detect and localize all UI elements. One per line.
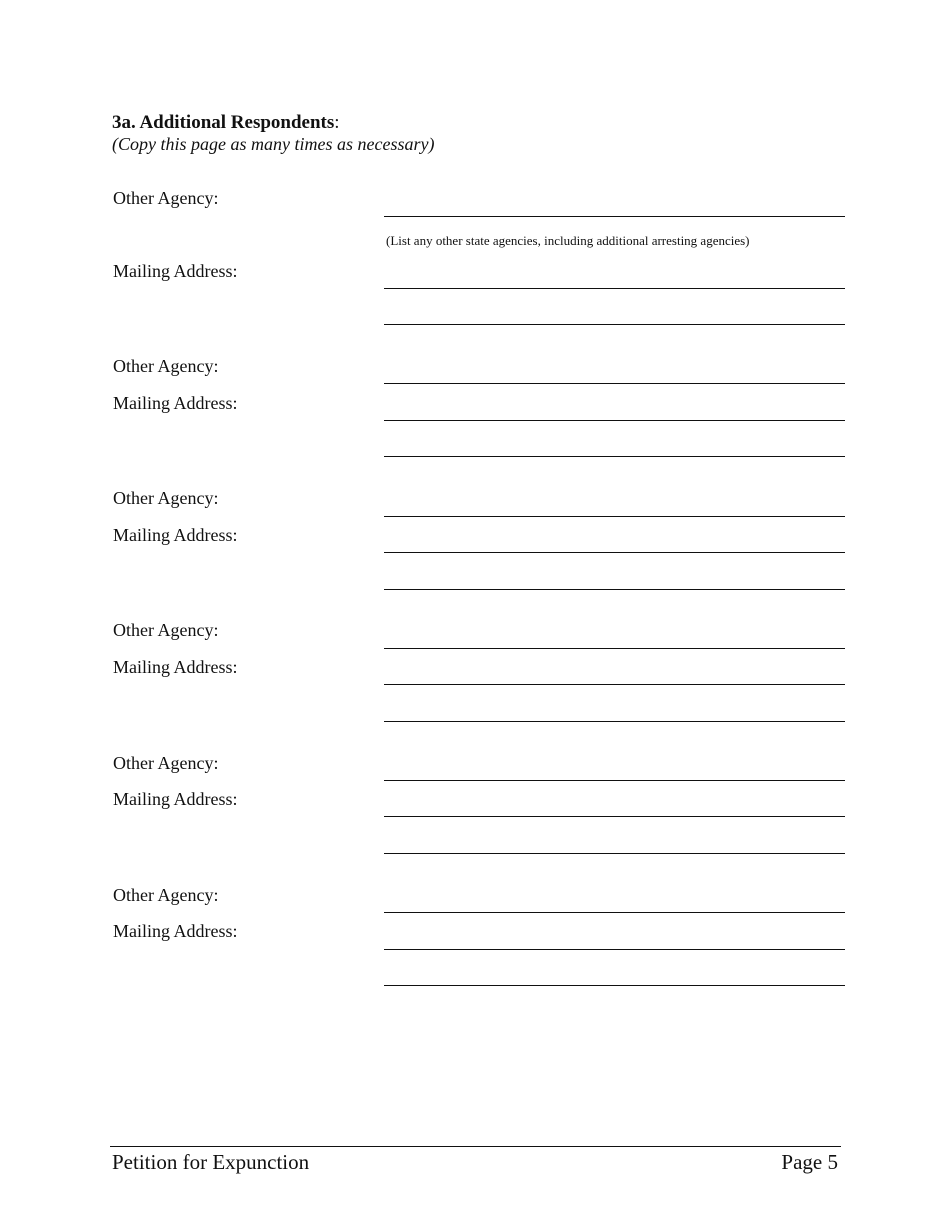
footer-rule	[110, 1146, 841, 1147]
agency-label-4: Other Agency:	[113, 620, 219, 640]
footer-title: Petition for Expunction	[112, 1150, 310, 1174]
address-field-3a[interactable]	[384, 552, 845, 553]
address-field-6a[interactable]	[384, 949, 845, 950]
address-field-1b[interactable]	[384, 324, 845, 325]
section-heading	[112, 112, 340, 134]
address-label-5: Mailing Address:	[113, 789, 238, 809]
agency-label-5: Other Agency:	[113, 753, 219, 773]
address-field-2b[interactable]	[384, 456, 845, 457]
address-label-6: Mailing Address:	[113, 921, 238, 941]
address-field-2a[interactable]	[384, 420, 845, 421]
address-field-1a[interactable]	[384, 288, 845, 289]
address-field-5b[interactable]	[384, 853, 845, 854]
address-label-3: Mailing Address:	[113, 525, 238, 545]
agency-field-3[interactable]	[384, 516, 845, 517]
agency-field-5[interactable]	[384, 780, 845, 781]
agency-note: (List any other state agencies, including additional arresting agencies)	[386, 233, 750, 248]
address-field-5a[interactable]	[384, 816, 845, 817]
address-field-3b[interactable]	[384, 589, 845, 590]
agency-field-2[interactable]	[384, 383, 845, 384]
address-field-4b[interactable]	[384, 721, 845, 722]
agency-field-6[interactable]	[384, 912, 845, 913]
agency-label-6: Other Agency:	[113, 885, 219, 905]
footer-page-number: Page 5	[781, 1150, 838, 1174]
agency-field-4[interactable]	[384, 648, 845, 649]
address-label-2: Mailing Address:	[113, 393, 238, 413]
section-heading-bold: 3a. Additional Respondents	[112, 112, 335, 133]
address-label-1: Mailing Address:	[113, 261, 238, 281]
agency-label-3: Other Agency:	[113, 488, 219, 508]
section-heading-colon: :	[334, 112, 340, 133]
agency-field-1[interactable]	[384, 216, 845, 217]
section-subheading: (Copy this page as many times as necessary)	[112, 134, 435, 154]
agency-label-2: Other Agency:	[113, 356, 219, 376]
address-field-4a[interactable]	[384, 684, 845, 685]
address-label-4: Mailing Address:	[113, 657, 238, 677]
address-field-6b[interactable]	[384, 985, 845, 986]
agency-label-1: Other Agency:	[113, 188, 219, 208]
